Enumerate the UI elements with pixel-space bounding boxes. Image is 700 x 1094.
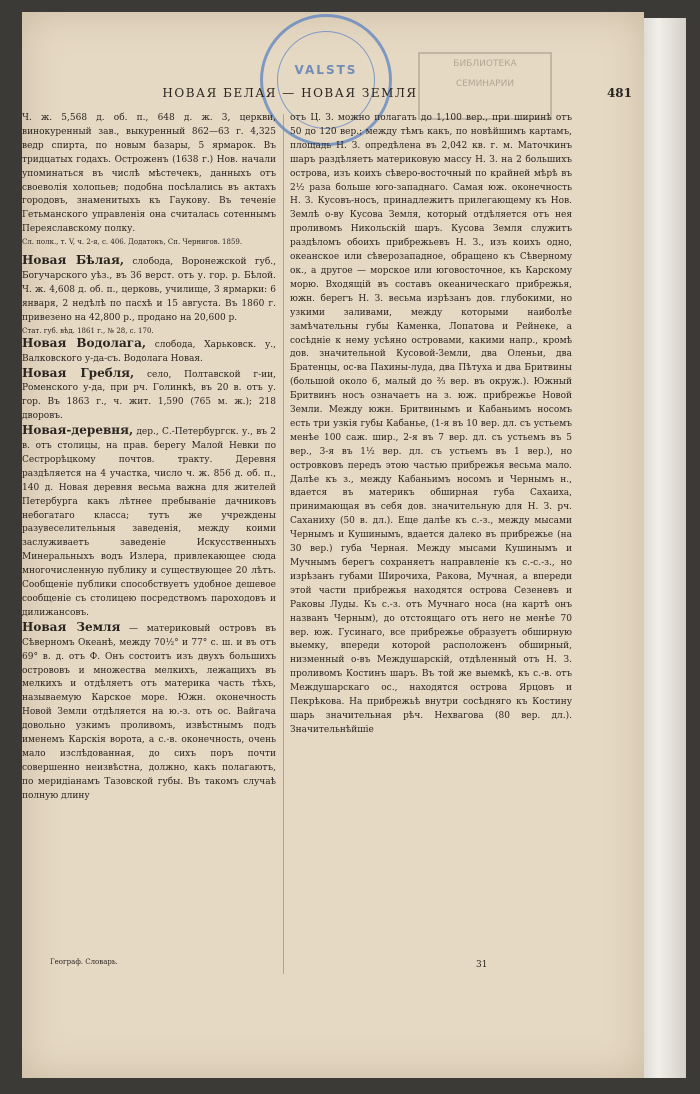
column-divider — [283, 114, 284, 974]
library-stamp-line-1: БИБЛИОТЕКА — [453, 59, 517, 69]
page-edges — [640, 18, 686, 1078]
entry-headword: Новая Земля — [22, 619, 121, 634]
running-head: НОВАЯ БЕЛАЯ — НОВАЯ ЗЕМЛЯ — [162, 86, 418, 100]
entry-continuation: Ч. ж. 5,568 д. об. п., 648 д. ж. 3, церкви, винокуренный зав., выкуренный 862—63 г. 4,325 ведр спирта, по новым базары, 5 ярмарок. Въ тридцатых годахъ. Остроженъ (1638 г.) Нов. начали упоминаться въ числѣ мѣстечекъ, данныхъ отъ своеволія холопьев; подобна посѣлались въ актахъ городовъ, знаменитыхъ къ Гаукову. Въ теченіе Гетьманского управленія она считалась сотеннымъ Переяславскому полку. — [22, 113, 276, 235]
entry-text: село, Полтавской г-ии, Роменского у-да, при рч. Голинкѣ, въ 20 в. отъ у. гор. Въ 1863 г., ч. жит. 1,590 (765 м. ж.); 218 дворовъ. — [22, 369, 276, 422]
dictionary-entry — [22, 424, 276, 621]
page-number: 481 — [606, 86, 632, 100]
stamp-text: VALSTS — [294, 63, 358, 77]
bibliography-note: Стат. губ. вѣд. 1861 г., № 28, с. 170. — [22, 326, 154, 335]
entry-headword: Новая Гребля, — [22, 365, 135, 380]
dictionary-entry — [22, 254, 276, 326]
entry-headword: Новая Бѣлая, — [22, 253, 124, 268]
library-stamp-line-2: СЕМИНАРИИ — [455, 79, 515, 89]
dictionary-entry — [22, 367, 276, 425]
dictionary-entry — [22, 337, 276, 367]
page-header — [22, 86, 644, 104]
entry-continuation: отъ Ц. З. можно полагать до 1,100 вер., при ширинѣ отъ 50 до 120 вер.; между тѣмъ какъ, по новѣйшимъ картамъ, площадь Н. З. опредѣлена въ 2,042 кв. г. м. Маточкинъ шаръ раздѣляетъ материковую массу Н. З. на 2 большихъ острова, изъ коихъ сѣверо-восточный по крайней мѣрѣ въ 2½ раза больше юго-западнаго. Самая юж. оконечность Н. З. Кусовъ-носъ, принадлежитъ прилегающему къ Нов. Землѣ о-ву Кусова Земля, который отдѣляется отъ нея проливомъ Никольскій шаръ. Кусова Земля служитъ раздѣломъ обоихъ прибрежьевъ Н. З., изъ коихъ одно, океанское или сѣверозападное, обращено къ Сѣверному ок., а другое — морское или юговосточное, къ Карскому морю. Входящій въ составъ океаническаго прибрежья, южн. берегъ Н. З. весьма изрѣзанъ дов. глубокими, но узкими заливами, между которыми наиболѣе замѣчательны губы Каменка, Лопатова и Рейнеке, а сосѣдніе к нему усѣяно островами, какими напр., кромѣ дов. значительной Кусовой-Земли, два Оленьи, два Братенцы, ос-ва Пахины-луда, два Пѣтуха и два Бритвины (большой около 6, малый до ⅔ вер. въ окруж.). Южный Бритвинъ носъ означаетъ на з. юж. прибрежье Новой Земли. Между южн. Бритвинымъ и Кабаньимъ носомъ есть три узкія губы Кабанье, (1-я въ 10 вер. дл. съ устьемъ менѣе 100 саж. шир., 2-я въ 7 вер. дл. съ устьемъ въ 5 вер., 3-я въ 1½ вер. дл. съ устьемъ въ 1 вер.), но островковъ передъ этою частью прибрежья весьма мало. Далѣе къ з., между Кабаньимъ носомъ и Чернымъ н., вдается въ материкъ обширная губа Сахаиха, принимающая въ себя дов. значительную для Н. З. рч. Саханиху (50 в. дл.). Еще далѣе къ с.-з., между мысами Чернымъ и Кушинымъ, вдается далеко въ прибрежье (на 30 вер.) губа Черная. Между мысами Кушинымъ и Мучнымъ берегъ сохраняетъ направленіе къ с.-с.-з., но изрѣзанъ губами Широчиха, Ракова, Мучная, а впереди этой части прибрежья находятся острова Сезеневъ и Раковы Луды. Къ с.-з. отъ Мучнаго носа (на картѣ онъ названъ Черным), до отстоящаго отъ него не менѣе 70 вер. юж. Гусинаго, все прибрежье образуетъ обширную выемку, впереди которой расположенъ обширный, низменный о-въ Междушарскій, отдѣленный отъ Н. З. проливомъ Костинъ шаръ. Въ той же выемкѣ, къ с.-в. отъ Междушарскаго ос., находятся острова Ярцовъ и Пекрѣкова. На прибрежьѣ внутри сосѣдняго къ Костину шарь значительная рѣч. Нехвагова (80 вер. дл.). Значительнѣйшіе — [290, 113, 572, 735]
entry-text: — материковый островъ въ Сѣверномъ Океанѣ, между 70½° и 77° с. ш. и въ отъ 69° в. д. отъ Ф. Онъ состоитъ изъ двухъ большихъ острововъ и множества мелкихъ, лежащихъ въ мелкихъ и отдѣляетъ отъ материка часть тѣхъ, называемую Карское море. Южн. оконечность Новой Земли отдѣляется на ю.-з. отъ ос. Вайгача довольно узкимъ проливомъ, извѣстнымъ подъ именемъ Карскія ворота, а с.-в. оконечность, очень мало изслѣдованная, до сихъ поръ почти совершенно неизвѣстна, должно, какъ полагаютъ, по меридіанамъ Тазовской губы. Въ такомъ случаѣ полную длину — [22, 623, 276, 801]
sheet-signature: 31 — [476, 960, 488, 970]
entry-headword: Новая Водолага, — [22, 335, 147, 350]
footer-signature-mark: Географ. Словарь. — [50, 958, 118, 966]
entry-text: слобода, Воронежской губ., Богучарского уѣз., въ 36 верст. отъ у. гор. р. Бѣлой. Ч. ж. 4,608 д. об. п., церковь, училище, 3 ярмарки: 6 января, 2 недѣлѣ по пасхѣ и 15 августа. Въ 1860 г. привезено на 42,800 р., продано на 20,600 р. — [22, 257, 276, 323]
right-text-column — [290, 112, 572, 738]
dictionary-entry — [22, 621, 276, 804]
bibliography-note: Сл. полк., т. V, ч. 2-я, с. 406. Додатокъ, Сп. Чернигов. 1859. — [22, 238, 243, 247]
left-text-column — [22, 112, 276, 804]
entry-text: слобода, Харьковск. у., Валковского у-да-съ. Водолага Новая. — [22, 339, 276, 364]
book-page — [22, 12, 644, 1078]
entry-headword: Новая-деревня, — [22, 423, 134, 438]
entry-text: дер., С.-Петербургск. у., въ 2 в. отъ столицы, на прав. берегу Малой Невки по Сестрорѣцкому почтов. тракту. Деревня раздѣляется на 4 участка, число ч. ж. 856 д. об. п., 140 д. Новая деревня весьма важна для жителей Петербурга какъ лѣтнее пребываніе дачниковъ небогатаго класса; тутъ же учреждены разувеселительныя заведенія, между коими заслуживаетъ заведеніе Искусственныхъ Минеральныхъ водъ Излера, привлекающее сюда многочисленную публику и существующее 20 лѣтъ. Сообщеніе публики способствуетъ удобное дешевое сообщеніе съ столицею посредствомъ пароходовъ и дилижансовъ. — [22, 427, 276, 618]
